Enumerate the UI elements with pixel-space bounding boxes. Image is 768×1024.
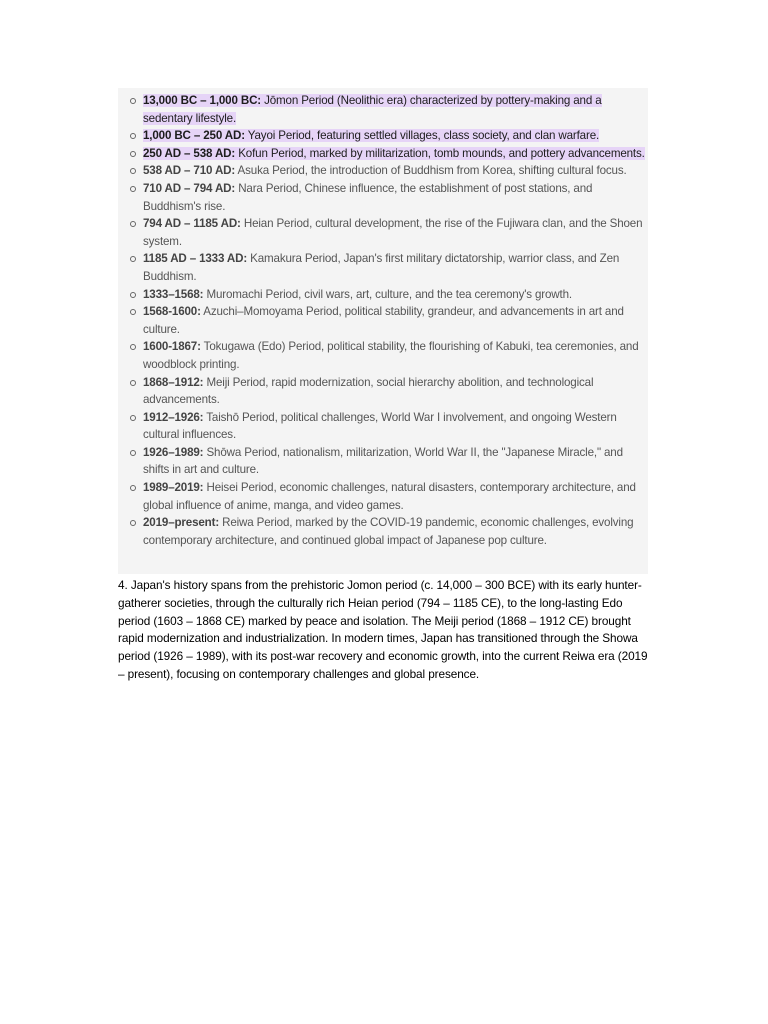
timeline-date: 1568-1600: bbox=[143, 305, 201, 319]
circle-bullet-icon bbox=[130, 415, 136, 421]
timeline-item bbox=[118, 127, 648, 145]
timeline-item bbox=[118, 215, 648, 250]
timeline-date: 2019–present: bbox=[143, 516, 220, 530]
circle-bullet-icon bbox=[130, 380, 136, 386]
timeline-item bbox=[118, 514, 648, 549]
timeline-text: Azuchi–Momoyama Period, political stability, grandeur, and advancements in art and culture. bbox=[143, 305, 624, 336]
timeline-date: 794 AD – 1185 AD: bbox=[143, 217, 241, 231]
timeline-item bbox=[118, 286, 648, 304]
timeline-date: 1989–2019: bbox=[143, 481, 204, 495]
circle-bullet-icon bbox=[130, 450, 136, 456]
embedded-screenshot bbox=[118, 88, 648, 574]
timeline-item bbox=[118, 479, 648, 514]
timeline-text: Meiji Period, rapid modernization, social hierarchy abolition, and technological advancements. bbox=[143, 375, 594, 407]
timeline-item bbox=[118, 92, 648, 127]
timeline-date: 13,000 BC – 1,000 BC: bbox=[143, 94, 262, 107]
circle-bullet-icon bbox=[130, 309, 136, 315]
timeline-item bbox=[118, 180, 648, 215]
circle-bullet-icon bbox=[130, 256, 136, 262]
timeline-text: Kamakura Period, Japan's first military dictatorship, warrior class, and Zen Buddhism. bbox=[143, 252, 620, 283]
circle-bullet-icon bbox=[130, 344, 136, 350]
timeline-text: Heian Period, cultural development, the rise of the Fujiwara clan, and the Shoen system. bbox=[143, 217, 643, 248]
circle-bullet-icon bbox=[130, 151, 136, 157]
timeline-text: Nara Period, Chinese influence, the establishment of post stations, and Buddhism's rise. bbox=[143, 181, 593, 213]
timeline-item bbox=[118, 303, 648, 338]
timeline-text: Tokugawa (Edo) Period, political stability, the flourishing of Kabuki, tea ceremonies, and woodblock printing. bbox=[143, 340, 639, 371]
circle-bullet-icon bbox=[130, 168, 136, 174]
circle-bullet-icon bbox=[130, 485, 136, 491]
timeline-item bbox=[118, 409, 648, 444]
timeline-list bbox=[118, 88, 648, 549]
summary-paragraph: 4. Japan's history spans from the prehistoric Jomon period (c. 14,000 – 300 BCE) with its early hunter-gatherer societies, through the culturally rich Heian period (794 – 1185 CE), to the long-lasting Edo period (1603 – 1868 CE) marked by peace and isolation. The Meiji period (1868 – 1912 CE) brought rapid modernization and industrialization. In modern times, Japan has transitioned through the Showa period (1926 – 1989), with its post-war recovery and economic growth, into the current Reiwa era (2019 – present), focusing on contemporary challenges and global presence. bbox=[118, 578, 648, 681]
circle-bullet-icon bbox=[130, 186, 136, 192]
timeline-text: Yayoi Period, featuring settled villages, class society, and clan warfare. bbox=[244, 129, 600, 143]
circle-bullet-icon bbox=[130, 221, 136, 227]
timeline-date: 250 AD – 538 AD: bbox=[143, 146, 236, 160]
timeline-text: Shōwa Period, nationalism, militarization, World War II, the "Japanese Miracle," and shifts in art and culture. bbox=[143, 445, 623, 477]
timeline-date: 1912–1926: bbox=[143, 410, 204, 424]
timeline-text: Heisei Period, economic challenges, natural disasters, contemporary architecture, and global influence of anime, manga, and video games. bbox=[143, 481, 636, 512]
timeline-date: 1600-1867: bbox=[143, 340, 201, 354]
circle-bullet-icon bbox=[130, 292, 136, 298]
timeline-date: 1926–1989: bbox=[143, 445, 204, 459]
timeline-text: Kofun Period, marked by militarization, tomb mounds, and pottery advancements. bbox=[235, 146, 645, 160]
timeline-date: 710 AD – 794 AD: bbox=[143, 181, 236, 195]
circle-bullet-icon bbox=[130, 133, 136, 139]
timeline-item bbox=[118, 145, 648, 163]
timeline-date: 1868–1912: bbox=[143, 375, 204, 389]
timeline-date: 1185 AD – 1333 AD: bbox=[143, 252, 248, 266]
timeline-text: Taishō Period, political challenges, World War I involvement, and ongoing Western cultural influences. bbox=[143, 410, 617, 442]
timeline-item bbox=[118, 162, 648, 180]
timeline-text: Asuka Period, the introduction of Buddhism from Korea, shifting cultural focus. bbox=[235, 164, 627, 178]
circle-bullet-icon bbox=[130, 98, 136, 104]
circle-bullet-icon bbox=[130, 520, 136, 526]
timeline-date: 538 AD – 710 AD: bbox=[143, 164, 236, 178]
timeline-item bbox=[118, 444, 648, 479]
timeline-date: 1,000 BC – 250 AD: bbox=[143, 129, 245, 143]
timeline-item bbox=[118, 374, 648, 409]
timeline-text: Muromachi Period, civil wars, art, culture, and the tea ceremony's growth. bbox=[203, 287, 572, 301]
timeline-text: Reiwa Period, marked by the COVID-19 pandemic, economic challenges, evolving contemporary architecture, and continued global impact of Japanese pop culture. bbox=[143, 516, 634, 547]
timeline-item bbox=[118, 338, 648, 373]
timeline-item bbox=[118, 250, 648, 285]
timeline-date: 1333–1568: bbox=[143, 287, 204, 301]
timeline-text: Jōmon Period (Neolithic era) characterized by pottery-making and a sedentary lifestyle. bbox=[143, 94, 602, 125]
